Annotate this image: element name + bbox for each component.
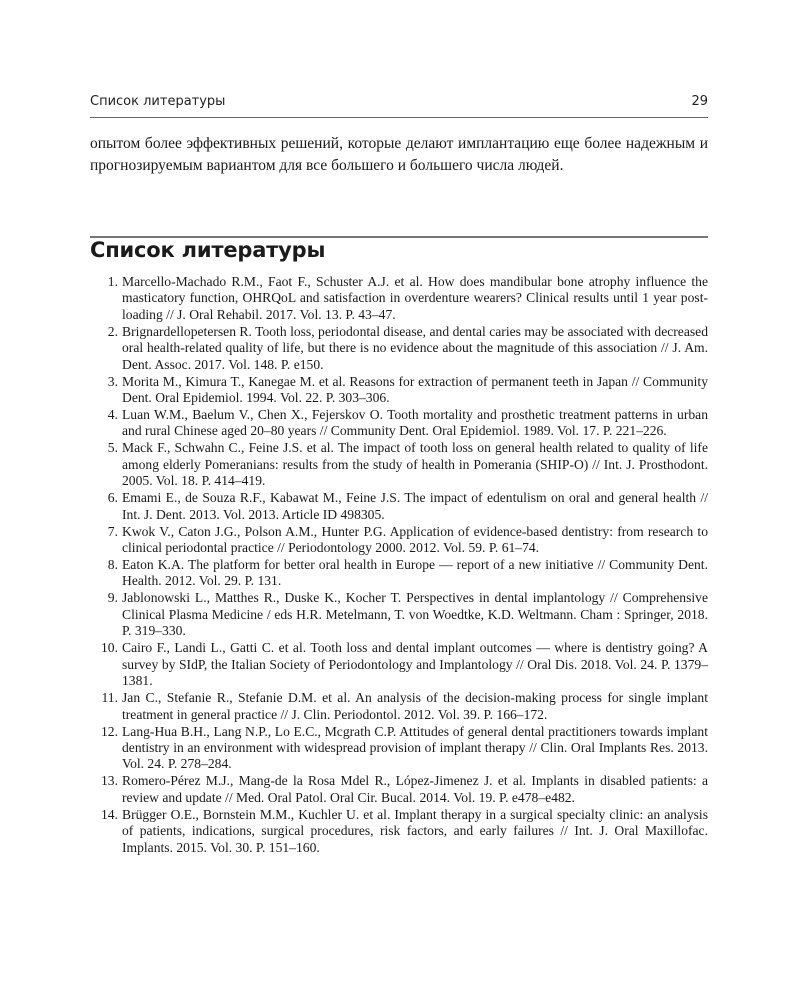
reference-text: Mack F., Schwahn C., Feine J.S. et al. The impact of tooth loss on general health related to quality of life among elderly Pomeranians: results from the study of health in Pomerania (SHIP-O) // Int. J. Prosthodont. 2005. Vol. 18. P. 414–419.	[122, 440, 708, 489]
reference-number: 5.	[107, 440, 118, 456]
reference-text: Marcello-Machado R.M., Faot F., Schuster A.J. et al. How does mandibular bone atrophy influence the masticatory function, OHRQoL and satisfaction in overdenture wearers? Clinical results until 1 year post-loading // J. Oral Rehabil. 2017. Vol. 13. P. 43–47.	[122, 274, 708, 322]
reference-item	[90, 690, 708, 723]
reference-item	[90, 773, 708, 806]
reference-item	[90, 407, 708, 440]
section-title: Список литературы	[90, 238, 326, 262]
reference-text: Romero-Pérez M.J., Mang-de la Rosa Mdel R., López-Jimenez J. et al. Implants in disabled patients: a review and update // Med. Oral Patol. Oral Cir. Bucal. 2014. Vol. 19. P. e478–e482.	[122, 773, 708, 805]
reference-text: Luan W.M., Baelum V., Chen X., Fejerskov O. Tooth mortality and prosthetic treatment patterns in urban and rural Chinese aged 20–80 years // Community Dent. Oral Epidemiol. 1989. Vol. 17. P. 221–226.	[122, 407, 708, 439]
reference-text: Jablonowski L., Matthes R., Duske K., Kocher T. Perspectives in dental implantology // Comprehensive Clinical Plasma Medicine / eds H.R. Metelmann, T. von Woedtke, K.D. Weltmann. Cham : Springer, 2018. P. 319–330.	[122, 590, 708, 639]
header-divider	[90, 117, 708, 118]
reference-number: 11.	[101, 690, 118, 706]
reference-text: Brignardellopetersen R. Tooth loss, periodontal disease, and dental caries may be associated with decreased oral health-related quality of life, but there is no evidence about the magnitude of this association // J. Am. Dent. Assoc. 2017. Vol. 148. P. e150.	[122, 323, 708, 372]
reference-item	[90, 440, 708, 489]
reference-number: 12.	[101, 723, 118, 739]
reference-number: 14.	[101, 806, 118, 822]
reference-text: Eaton K.A. The platform for better oral health in Europe — report of a new initiative // Community Dent. Health. 2012. Vol. 29. P. 131.	[122, 557, 708, 589]
reference-number: 8.	[107, 557, 118, 573]
reference-item	[90, 557, 708, 590]
reference-number: 6.	[107, 490, 118, 506]
reference-number: 10.	[101, 640, 118, 656]
reference-item	[90, 324, 708, 373]
reference-text: Jan C., Stefanie R., Stefanie D.M. et al. An analysis of the decision-making process for single implant treatment in general practice // J. Clin. Periodontol. 2012. Vol. 39. P. 166–172.	[122, 690, 708, 722]
reference-item	[90, 524, 708, 557]
reference-item	[90, 374, 708, 407]
reference-number: 9.	[107, 590, 118, 606]
reference-item	[90, 724, 708, 773]
running-title: Список литературы	[90, 94, 226, 109]
running-head	[90, 94, 708, 109]
reference-number: 2.	[107, 323, 118, 339]
page-number: 29	[691, 94, 708, 109]
reference-item	[90, 274, 708, 323]
reference-text: Emami E., de Souza R.F., Kabawat M., Feine J.S. The impact of edentulism on oral and general health // Int. J. Dent. 2013. Vol. 2013. Article ID 498305.	[122, 490, 708, 522]
intro-paragraph: опытом более эффективных решений, которые делают имплантацию еще более надежным и прогнозируемым вариантом для все большего и большего числа людей.	[90, 135, 708, 174]
reference-item	[90, 590, 708, 639]
reference-text: Brügger O.E., Bornstein M.M., Kuchler U. et al. Implant therapy in a surgical specialty clinic: an analysis of patients, indications, surgical procedures, risk factors, and early failures // Int. J. Oral Maxillofac. Implants. 2015. Vol. 30. P. 151–160.	[122, 806, 708, 855]
reference-text: Lang-Hua B.H., Lang N.P., Lo E.C., Mcgrath C.P. Attitudes of general dental practitioners towards implant dentistry in an environment with widespread provision of implant therapy // Clin. Oral Implants Res. 2013. Vol. 24. P. 278–284.	[122, 723, 708, 772]
reference-number: 1.	[107, 274, 118, 289]
reference-list	[90, 274, 708, 857]
reference-number: 13.	[101, 773, 118, 789]
reference-item	[90, 807, 708, 856]
reference-item	[90, 490, 708, 523]
reference-text: Morita M., Kimura T., Kanegae M. et al. Reasons for extraction of permanent teeth in Japan // Community Dent. Oral Epidemiol. 1994. Vol. 22. P. 303–306.	[122, 373, 708, 406]
reference-number: 4.	[107, 407, 118, 423]
reference-number: 3.	[107, 373, 118, 389]
reference-text: Cairo F., Landi L., Gatti C. et al. Tooth loss and dental implant outcomes — where is dentistry going? A survey by SIdP, the Italian Society of Periodontology and Implantology // Oral Dis. 2018. Vol. 24. P. 1379–1381.	[122, 640, 708, 689]
reference-number: 7.	[107, 523, 118, 539]
reference-text: Kwok V., Caton J.G., Polson A.M., Hunter P.G. Application of evidence-based dentistry: from research to clinical periodontal practice // Periodontology 2000. 2012. Vol. 59. P. 61–74.	[122, 523, 708, 556]
reference-item	[90, 640, 708, 689]
